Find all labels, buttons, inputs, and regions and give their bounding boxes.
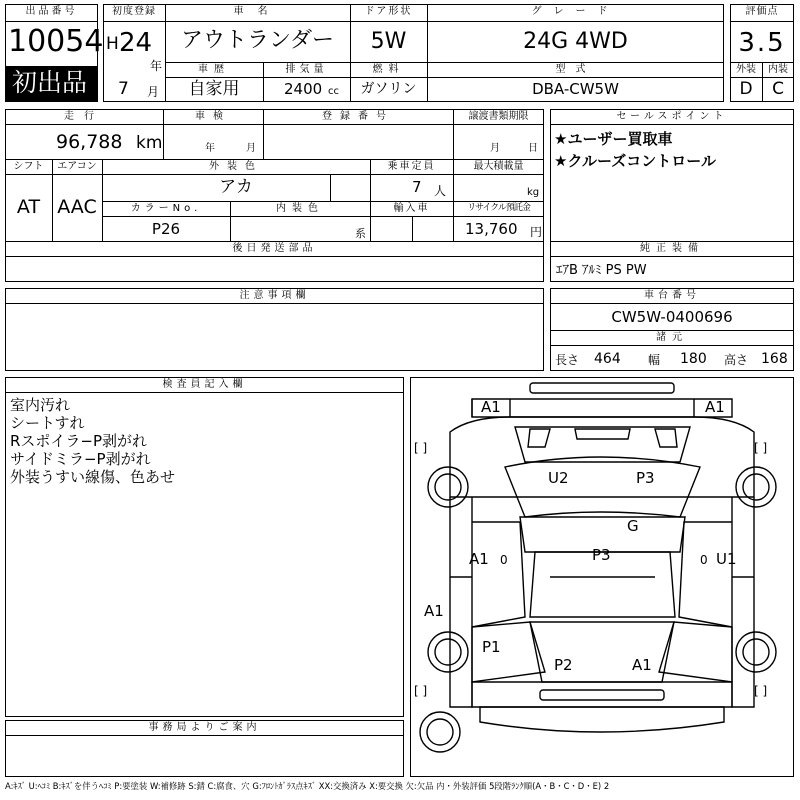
mark-right-door: U1: [716, 550, 737, 568]
shift: AT: [16, 196, 41, 218]
mark-left-sill: A1: [424, 602, 444, 620]
transfer-month-unit: 月: [490, 143, 500, 154]
inspection-month-unit: 月: [246, 143, 256, 154]
width-label: 幅: [648, 353, 661, 367]
equipment-label: 純正装備: [640, 243, 704, 254]
later-parts-label: 後日発送部品: [232, 243, 317, 254]
displacement-unit: cc: [328, 86, 339, 97]
recycle-label: リサイクル預託金: [467, 203, 530, 213]
history-label: 車歴: [198, 64, 230, 75]
sales-point-1: ★ユーザー買取車: [554, 130, 673, 148]
equipment-items: ｴｱB ｱﾙﾐ PS PW: [556, 263, 647, 278]
first-reg-label: 初度登録: [112, 6, 156, 17]
mileage-unit: km: [136, 133, 163, 153]
sales-points-box: [550, 109, 794, 242]
inspection-year-unit: 年: [205, 143, 215, 154]
office-label: 事務局よりご案内: [148, 722, 261, 733]
model-name-label: 車名: [233, 6, 282, 17]
transfer-label: 譲渡書類期限: [468, 111, 529, 122]
int-color-unit: 系: [355, 227, 366, 240]
grade-label: グレード: [531, 6, 620, 17]
height: 168: [761, 351, 788, 367]
mileage: 96,788: [56, 131, 123, 153]
color-no-label: カラーNo.: [130, 203, 202, 214]
model-code: DBA-CW5W: [532, 80, 619, 98]
history: 自家用: [188, 79, 240, 99]
inspection-label: 車検: [195, 111, 231, 122]
mark-glass: G: [627, 517, 639, 535]
fuel-label: 燃料: [372, 64, 405, 75]
inspector-line-1: 室内汚れ: [10, 396, 71, 414]
car-outline-diagram: [410, 377, 794, 777]
displacement: 2400: [284, 80, 323, 98]
inspector-label: 検査員記入欄: [162, 379, 247, 390]
mark-left-rear: P1: [482, 638, 501, 656]
model-name: アウトランダー: [180, 28, 335, 53]
reg-year: 24: [119, 28, 153, 58]
bracket-right-bottom: [ ]: [754, 684, 768, 698]
mark-rear-right: A1: [632, 656, 652, 674]
capacity: 7: [412, 178, 422, 196]
ext-color-label: 外装色: [209, 161, 263, 172]
first-listing-label: 初出品: [12, 68, 88, 97]
mark-left-door: A1: [469, 550, 489, 568]
width: 180: [680, 351, 707, 367]
max-load-label: 最大積載量: [473, 161, 524, 172]
import-label: 輸入車: [393, 203, 430, 214]
exterior-grade: D: [739, 79, 753, 99]
interior-label: 内装: [768, 64, 788, 75]
bracket-left-top: [ ]: [414, 441, 428, 455]
score-label: 評価点: [745, 6, 779, 17]
chassis-number: CW5W-0400696: [611, 308, 733, 326]
specs-grid: [5, 109, 544, 242]
recycle-fee: 13,760: [465, 220, 518, 238]
sales-points-label: セールスポイント: [616, 111, 728, 122]
mark-right-zero: 0: [700, 553, 708, 567]
model-code-label: 型式: [555, 64, 596, 75]
ext-color: アカ: [219, 177, 253, 197]
aircon: AAC: [57, 196, 97, 218]
reg-month: 7: [118, 79, 129, 99]
score: 3.5: [738, 28, 786, 58]
reg-month-unit: 月: [147, 85, 160, 99]
mark-front-left: A1: [481, 398, 501, 416]
shift-label: シフト: [13, 161, 44, 172]
int-color-label: 内装色: [276, 203, 324, 214]
inspector-line-4: サイドミラ−P剥がれ: [10, 450, 151, 468]
height-label: 高さ: [724, 353, 749, 367]
inspector-line-3: Rスポイラ−P剥がれ: [10, 432, 148, 450]
era-text: H: [106, 34, 119, 54]
transfer-day-unit: 日: [528, 143, 538, 154]
length-label: 長さ: [555, 353, 580, 367]
capacity-unit: 人: [434, 184, 447, 198]
reg-year-unit: 年: [150, 59, 163, 73]
chassis-label: 車台番号: [644, 290, 700, 301]
mark-roof-left: U2: [548, 469, 569, 487]
interior-grade: C: [772, 79, 784, 99]
displacement-label: 排気量: [285, 64, 328, 75]
fuel: ガソリン: [360, 81, 417, 97]
recycle-unit: 円: [530, 225, 543, 239]
door-type: 5W: [370, 29, 407, 54]
lot-number: 10054: [8, 24, 104, 59]
color-no: P26: [151, 220, 181, 238]
grade: 24G 4WD: [523, 29, 628, 54]
bracket-right-top: [ ]: [754, 441, 768, 455]
dimensions-label: 諸元: [656, 332, 688, 343]
aircon-label: エアコン: [57, 161, 97, 172]
mark-center: P3: [592, 546, 611, 564]
bracket-left-bottom: [ ]: [414, 684, 428, 698]
capacity-label: 乗車定員: [387, 161, 436, 172]
length: 464: [594, 351, 621, 367]
inspector-line-5: 外装うすい線傷、色あせ: [10, 468, 176, 486]
mark-rear-left: P2: [554, 656, 573, 674]
inspector-line-2: シートすれ: [10, 414, 85, 432]
notes-label: 注意事項欄: [239, 290, 310, 301]
mark-left-zero: 0: [500, 553, 508, 567]
mileage-label: 走行: [64, 111, 104, 122]
sales-point-2: ★クルーズコントロール: [554, 152, 716, 170]
max-load-unit: kg: [527, 187, 540, 198]
lot-label: 出品番号: [25, 6, 78, 17]
legend-text: A:ｷｽﾞ U:ﾍｺﾐ B:ｷｽﾞを伴うﾍｺﾐ P:要塗装 W:補修跡 S:錆 C:腐食、穴 G:ﾌﾛﾝﾄｶﾞﾗｽ点ｷｽﾞ XX:交換済み X:要交換 欠:欠品 内・外装評価 5段階ﾗﾝｸ順(A・B・C・D・E) 2: [5, 781, 610, 791]
exterior-label: 外装: [736, 64, 756, 75]
door-label: ドア形状: [364, 6, 413, 17]
mark-roof-right: P3: [636, 469, 655, 487]
mark-front-right: A1: [705, 398, 725, 416]
reg-no-label: 登録番号: [322, 111, 394, 122]
